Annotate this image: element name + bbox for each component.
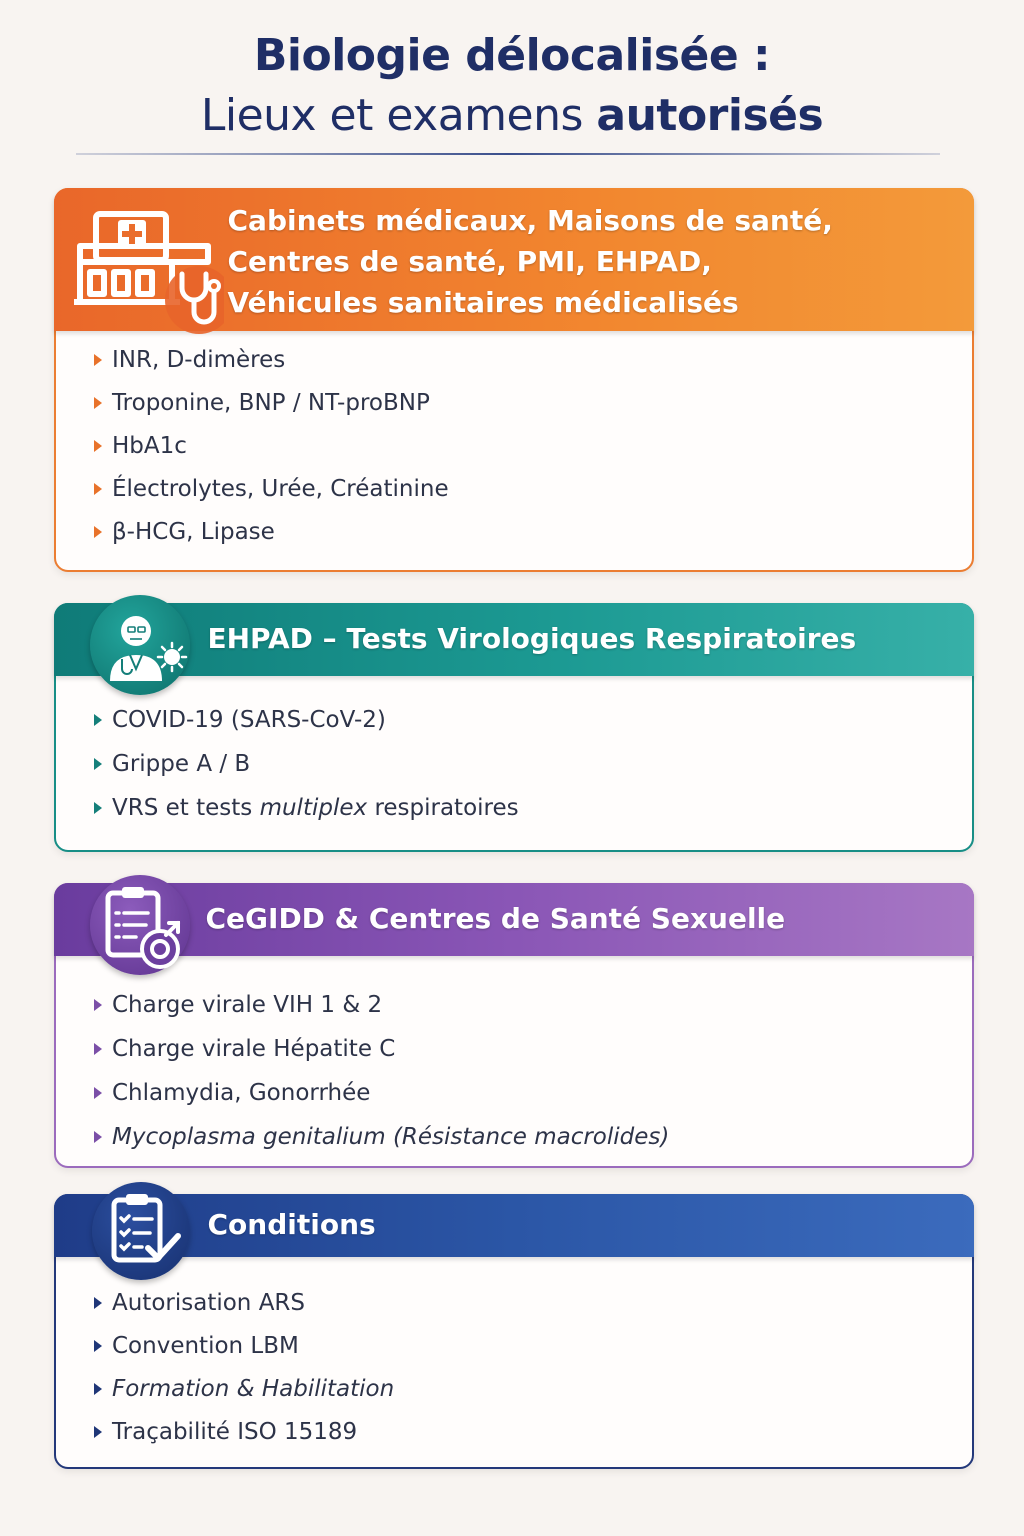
list-item <box>92 432 449 460</box>
list-item-text: Grippe A / B <box>112 751 251 777</box>
section-clinics-title-line: Véhicules sanitaires médicalisés <box>227 285 739 319</box>
list-item-text: respiratoires <box>374 795 519 821</box>
checklist-icon <box>92 1182 190 1280</box>
list-item-text: Charge virale VIH 1 & 2 <box>112 992 383 1018</box>
section-cegidd-title: CeGIDD & Centres de Santé Sexuelle <box>205 901 786 935</box>
bullet-arrow-icon <box>94 1340 102 1352</box>
list-item <box>92 991 669 1019</box>
bullet-arrow-icon <box>94 440 102 452</box>
list-item-text: VRS et tests <box>112 795 260 821</box>
list-item-text: Charge virale Hépatite C <box>112 1036 396 1062</box>
title-divider <box>76 153 940 155</box>
list-item <box>92 750 519 778</box>
list-item <box>92 518 449 546</box>
bullet-arrow-icon <box>94 1297 102 1309</box>
list-item-text: Formation & Habilitation <box>112 1376 395 1402</box>
list-item <box>92 1375 394 1403</box>
bullet-arrow-icon <box>94 1043 102 1055</box>
section-cegidd <box>54 883 974 1168</box>
bullet-arrow-icon <box>94 1131 102 1143</box>
list-item <box>92 389 449 417</box>
section-ehpad-header <box>54 603 974 676</box>
list-item-text: COVID-19 (SARS-CoV-2) <box>112 707 386 733</box>
list-item-text: β-HCG, Lipase <box>112 519 275 545</box>
section-clinics-list <box>92 346 449 561</box>
section-conditions-list <box>92 1289 394 1461</box>
section-cegidd-header <box>54 883 974 956</box>
list-item <box>92 475 449 503</box>
section-conditions <box>54 1194 974 1469</box>
list-item <box>92 1418 394 1446</box>
list-item-text: HbA1c <box>112 433 187 459</box>
list-item-text: Autorisation ARS <box>112 1290 306 1316</box>
section-conditions-title: Conditions <box>207 1207 376 1241</box>
section-ehpad-title: EHPAD – Tests Virologiques Respiratoires <box>207 621 857 655</box>
list-item-text: Troponine, BNP / NT-proBNP <box>112 390 430 416</box>
list-item <box>92 1289 394 1317</box>
section-clinics-header <box>54 188 974 331</box>
bullet-arrow-icon <box>94 1426 102 1438</box>
bullet-arrow-icon <box>94 1087 102 1099</box>
bullet-arrow-icon <box>94 714 102 726</box>
section-cegidd-list <box>92 991 669 1167</box>
list-item-text: Électrolytes, Urée, Créatinine <box>112 476 449 502</box>
bullet-arrow-icon <box>94 397 102 409</box>
list-item <box>92 1332 394 1360</box>
section-clinics <box>54 188 974 572</box>
section-clinics-title-line: Centres de santé, PMI, EHPAD, <box>227 244 712 278</box>
list-item-text: Mycoplasma genitalium (Résistance macrolides) <box>112 1124 670 1150</box>
bullet-arrow-icon <box>94 526 102 538</box>
page-title <box>0 26 1024 146</box>
list-item-text: Chlamydia, Gonorrhée <box>112 1080 371 1106</box>
bullet-arrow-icon <box>94 1383 102 1395</box>
section-ehpad <box>54 603 974 852</box>
list-item-text-italic: multiplex <box>259 795 368 821</box>
list-item-text: INR, D-dimères <box>112 347 286 373</box>
list-item <box>92 794 519 822</box>
title-line-2-bold: autorisés <box>596 90 824 141</box>
list-item-text: Convention LBM <box>112 1333 299 1359</box>
list-item <box>92 346 449 374</box>
section-ehpad-list <box>92 706 519 838</box>
bullet-arrow-icon <box>94 999 102 1011</box>
list-item-text: Traçabilité ISO 15189 <box>112 1419 358 1445</box>
elderly-doctor-virus-icon <box>90 595 190 695</box>
list-item <box>92 1123 669 1151</box>
section-clinics-title-line: Cabinets médicaux, Maisons de santé, <box>227 203 833 237</box>
title-line-2 <box>0 86 1024 146</box>
bullet-arrow-icon <box>94 354 102 366</box>
bullet-arrow-icon <box>94 483 102 495</box>
clinic-building-stethoscope-icon <box>74 206 224 334</box>
bullet-arrow-icon <box>94 802 102 814</box>
section-conditions-header <box>54 1194 974 1257</box>
title-line-1: Biologie délocalisée : <box>253 30 771 81</box>
title-line-2-regular: Lieux et examens <box>200 90 597 141</box>
list-item <box>92 1079 669 1107</box>
bullet-arrow-icon <box>94 758 102 770</box>
section-clinics-title <box>228 200 833 323</box>
list-item <box>92 1035 669 1063</box>
list-item <box>92 706 519 734</box>
clipboard-gender-icon <box>90 875 190 975</box>
